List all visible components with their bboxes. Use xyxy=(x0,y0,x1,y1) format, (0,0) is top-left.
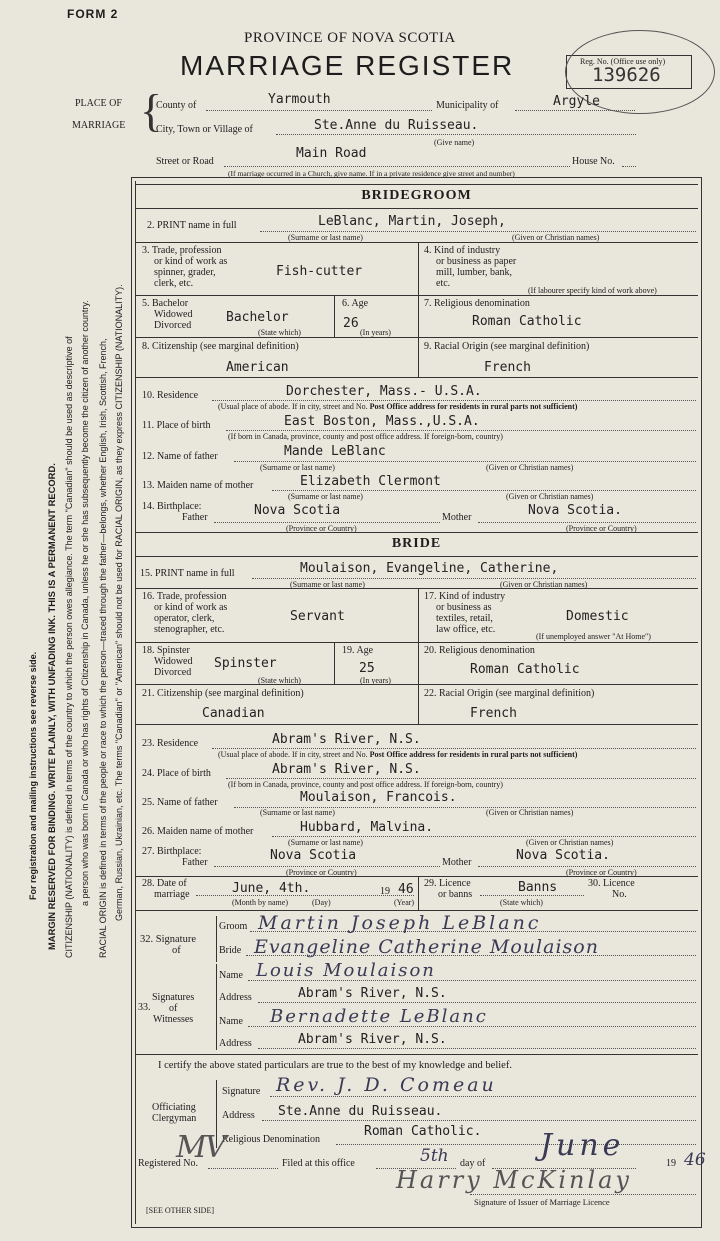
marriage-year-prefix: 19 xyxy=(380,886,390,897)
rule xyxy=(135,377,698,378)
reg-number-label: Reg. No. (Office use only) xyxy=(580,57,666,66)
marriage-date-value: June, 4th. xyxy=(232,881,311,896)
groom-age-label: 6. Age xyxy=(342,298,369,309)
clergy-signature: Rev. J. D. Comeau xyxy=(276,1074,497,1096)
bride-status-note: (State which) xyxy=(258,676,301,685)
rule xyxy=(418,684,419,724)
province-heading: PROVINCE OF NOVA SCOTIA xyxy=(244,30,456,46)
bride-mother-surname-note: (Surname or last name) xyxy=(288,838,363,847)
rule xyxy=(135,208,698,209)
city-note: (Give name) xyxy=(434,138,475,147)
groom-status-note: (State which) xyxy=(258,328,301,337)
street-line xyxy=(224,166,570,167)
municipality-label: Municipality of xyxy=(436,100,499,111)
county-line xyxy=(206,110,432,111)
bride-father-birth-label: Father xyxy=(182,857,208,868)
rule xyxy=(135,556,698,557)
marriage-year-value: 46 xyxy=(398,882,414,897)
rule xyxy=(418,642,419,684)
bride-religion-value: Roman Catholic xyxy=(470,662,580,677)
groom-industry-note: (If labourer specify kind of work above) xyxy=(528,286,657,295)
bride-mother-line xyxy=(272,836,696,837)
groom-signature: Martin Joseph LeBlanc xyxy=(258,912,542,934)
county-value: Yarmouth xyxy=(268,92,331,107)
bride-father-birth-note: (Province or Country) xyxy=(286,868,357,877)
margin-line-2: MARGIN RESERVED FOR BINDING. WRITE PLAINLY, WITH UNFADING INK. THIS IS A PERMANENT RECORD. xyxy=(46,463,57,950)
groom-residence-value: Dorchester, Mass.- U.S.A. xyxy=(286,384,482,399)
page-title: MARRIAGE REGISTER xyxy=(180,50,515,81)
filed-label: Filed at this office xyxy=(282,1158,355,1169)
groom-racial-value: French xyxy=(484,360,531,375)
bride-birthplace-value: Abram's River, N.S. xyxy=(272,762,421,777)
rule xyxy=(216,916,217,962)
street-label: Street or Road xyxy=(156,156,214,167)
bride-mother-value: Hubbard, Malvina. xyxy=(300,820,434,835)
bride-age-value: 25 xyxy=(359,661,375,676)
reg-number-value: 139626 xyxy=(592,64,661,86)
bride-residence-note: (Usual place of abode. If in city, street and No. Post Office address for residents in rural parts not sufficient) xyxy=(218,750,578,759)
groom-citizenship-label: 8. Citizenship (see marginal definition) xyxy=(142,341,299,352)
bride-name-value: Moulaison, Evangeline, Catherine, xyxy=(300,561,559,576)
margin-line-6: German, Russian, Ukrainian, etc. The terms "Canadian" or "American" should not be used for RACIAL ORIGIN, as they express CITIZENSHIP (NATIONALITY). xyxy=(114,284,124,921)
groom-trade-label: 3. Trade, profession or kind of work as spinner, grader, clerk, etc. xyxy=(142,245,228,289)
groom-trade-value: Fish-cutter xyxy=(276,264,363,279)
rule xyxy=(135,532,698,533)
sig-section-label: 32. Signature of xyxy=(140,934,196,956)
groom-mother-line xyxy=(272,490,696,491)
groom-mother-given-note: (Given or Christian names) xyxy=(506,492,594,501)
rule xyxy=(135,184,698,185)
bride-mother-birth-note: (Province or Country) xyxy=(566,868,637,877)
filed-day-value: 5th xyxy=(420,1146,449,1166)
bridegroom-heading: BRIDEGROOM xyxy=(361,188,472,203)
filed-year-value: 46 xyxy=(684,1150,706,1170)
certify-statement: I certify the above stated particulars are true to the best of my knowledge and belief. xyxy=(158,1060,512,1071)
groom-father-birth-label: Father xyxy=(182,512,208,523)
groom-age-note: (In years) xyxy=(360,328,391,337)
clergy-religion-value: Roman Catholic. xyxy=(364,1124,482,1139)
margin-line-5: RACIAL ORIGIN is defined in terms of the people or race to which the person—traced through the father—belongs, whether English, Irish, Scottish, French, xyxy=(98,338,108,958)
groom-name-line xyxy=(260,231,696,232)
city-label: City, Town or Village of xyxy=(156,124,253,135)
bride-father-given-note: (Given or Christian names) xyxy=(486,808,574,817)
witness2-address-line xyxy=(258,1048,696,1049)
witness2-address-label: Address xyxy=(219,1038,252,1049)
form-number: FORM 2 xyxy=(67,7,119,21)
groom-age-value: 26 xyxy=(343,316,359,331)
municipality-value: Argyle xyxy=(553,94,600,109)
licence-number-label: 30. Licence No. xyxy=(588,878,635,900)
groom-birthplace-line xyxy=(226,430,696,431)
registered-label: Registered No. xyxy=(138,1158,198,1169)
bride-age-note: (In years) xyxy=(360,676,391,685)
groom-mother-birth-note: (Province or Country) xyxy=(566,524,637,533)
marriage-day-note: (Day) xyxy=(312,898,331,907)
groom-mother-label: 13. Maiden name of mother xyxy=(142,480,254,491)
rule xyxy=(418,242,419,295)
groom-status-label: 5. Bachelor Widowed Divorced xyxy=(142,298,193,331)
marriage-date-label: 28. Date of marriage xyxy=(142,878,190,900)
rule xyxy=(418,588,419,642)
clergy-address-line xyxy=(262,1120,696,1121)
house-label: House No. xyxy=(572,156,615,167)
city-value: Ste.Anne du Ruisseau. xyxy=(314,118,479,133)
groom-father-birth-line xyxy=(214,522,440,523)
bride-father-label: 25. Name of father xyxy=(142,797,218,808)
rule xyxy=(135,337,698,338)
margin-initials: MV xyxy=(176,1130,225,1165)
groom-sig-label: Groom xyxy=(219,921,248,932)
bride-mother-birth-line xyxy=(478,866,696,867)
street-value: Main Road xyxy=(296,146,367,161)
day-of-label: day of xyxy=(460,1158,486,1169)
bride-racial-label: 22. Racial Origin (see marginal definition) xyxy=(424,688,595,699)
bride-name-label: 15. PRINT name in full xyxy=(140,568,235,579)
groom-racial-label: 9. Racial Origin (see marginal definition) xyxy=(424,341,590,352)
bride-surname-note: (Surname or last name) xyxy=(290,580,365,589)
bride-birthplace-label: 24. Place of birth xyxy=(142,768,211,779)
bride-residence-line xyxy=(212,748,696,749)
bride-father-birth-line xyxy=(214,866,440,867)
issuer-signature: Harry McKinlay xyxy=(396,1166,632,1194)
groom-mother-birth-line xyxy=(478,522,696,523)
bride-birthplace-line xyxy=(226,778,696,779)
bride-industry-value: Domestic xyxy=(566,609,629,624)
groom-industry-label: 4. Kind of industry or business as paper mill, lumber, bank, etc. xyxy=(424,245,517,289)
margin-line-4: a person who was born in Canada or who has rights of Citizenship in Canada, unless he or she has subsequently become the citizen of another country. xyxy=(80,300,90,906)
rule xyxy=(135,1054,698,1055)
groom-birthplace-value: East Boston, Mass.,U.S.A. xyxy=(284,414,480,429)
witness-section-label: Signatures of Witnesses xyxy=(152,992,195,1025)
groom-birthplace-label: 11. Place of birth xyxy=(142,420,211,431)
groom-birthplace-note: (If born in Canada, province, county and post office address. If foreign-born, country) xyxy=(228,432,503,441)
bride-trade-value: Servant xyxy=(290,609,345,624)
witness-number: 33. xyxy=(138,1002,151,1013)
witness1-name-label: Name xyxy=(219,970,243,981)
rule xyxy=(135,876,698,877)
bride-sig-label: Bride xyxy=(219,945,242,956)
bride-religion-label: 20. Religious denomination xyxy=(424,645,535,656)
issuer-line xyxy=(470,1194,696,1195)
groom-citizenship-value: American xyxy=(226,360,289,375)
clergy-label: Officiating Clergyman xyxy=(152,1102,197,1124)
bride-heading: BRIDE xyxy=(391,536,442,551)
place-label-1: PLACE OF xyxy=(75,98,122,109)
bride-industry-label: 17. Kind of industry or business as textiles, retail, law office, etc. xyxy=(424,591,506,635)
issuer-label: Signature of Issuer of Marriage Licence xyxy=(474,1197,610,1207)
groom-parents-birth-label: 14. Birthplace: xyxy=(142,501,202,512)
clergy-address-label: Address xyxy=(222,1110,255,1121)
bride-status-label: 18. Spinster Widowed Divorced xyxy=(142,645,193,678)
place-label-2: MARRIAGE xyxy=(72,120,126,131)
witness2-address-value: Abram's River, N.S. xyxy=(298,1032,447,1047)
groom-father-birth-value: Nova Scotia xyxy=(254,503,341,518)
marriage-year-note: (Year) xyxy=(394,898,415,907)
groom-mother-birth-label: Mother xyxy=(442,512,472,523)
groom-mother-birth-value: Nova Scotia. xyxy=(528,503,622,518)
witness1-address-line xyxy=(258,1002,696,1003)
groom-father-surname-note: (Surname or last name) xyxy=(260,463,335,472)
rule xyxy=(135,910,698,911)
clergy-religion-line xyxy=(336,1144,696,1145)
bride-status-value: Spinster xyxy=(214,656,277,671)
groom-father-line xyxy=(234,461,696,462)
bride-name-line xyxy=(252,578,696,579)
witness1-address-label: Address xyxy=(219,992,252,1003)
bride-racial-value: French xyxy=(470,706,517,721)
rule xyxy=(418,337,419,377)
rule xyxy=(216,964,217,1050)
groom-religion-value: Roman Catholic xyxy=(472,314,582,329)
rule xyxy=(334,642,335,684)
clergy-religion-label: Religious Denomination xyxy=(222,1134,321,1145)
groom-mother-value: Elizabeth Clermont xyxy=(300,474,441,489)
bride-birthplace-note: (If born in Canada, province, county and post office address. If foreign-born, country) xyxy=(228,780,503,789)
witness2-name-label: Name xyxy=(219,1016,243,1027)
house-line xyxy=(622,166,636,167)
rule xyxy=(135,242,698,243)
bride-parents-birth-label: 27. Birthplace: xyxy=(142,846,202,857)
city-line xyxy=(276,134,636,135)
groom-father-label: 12. Name of father xyxy=(142,451,218,462)
clergy-address-value: Ste.Anne du Ruisseau. xyxy=(278,1104,443,1119)
rule xyxy=(334,295,335,337)
rule xyxy=(135,295,698,296)
margin-line-3: CITIZENSHIP (NATIONALITY) is defined in terms of the country to which the person owes allegiance. The term "Canadian" should be used as descriptive of xyxy=(64,336,74,958)
witness2-signature: Bernadette LeBlanc xyxy=(270,1006,488,1027)
groom-religion-label: 7. Religious denomination xyxy=(424,298,530,309)
bride-trade-label: 16. Trade, profession or kind of work as operator, clerk, stenographer, etc. xyxy=(142,591,228,635)
see-other-side: [SEE OTHER SIDE] xyxy=(146,1206,214,1215)
groom-name-label: 2. PRINT name in full xyxy=(147,220,237,231)
bride-citizenship-value: Canadian xyxy=(202,706,265,721)
place-brace-icon: { xyxy=(140,85,163,136)
groom-status-value: Bachelor xyxy=(226,310,289,325)
licence-line xyxy=(480,895,584,896)
groom-mother-surname-note: (Surname or last name) xyxy=(288,492,363,501)
groom-father-value: Mande LeBlanc xyxy=(284,444,386,459)
bride-industry-note: (If unemployed answer "At Home") xyxy=(536,632,651,641)
rule xyxy=(418,295,419,337)
licence-note: (State which) xyxy=(500,898,543,907)
bride-given-note: (Given or Christian names) xyxy=(500,580,588,589)
groom-residence-note: (Usual place of abode. If in city, street and No. Post Office address for residents in rural parts not sufficient) xyxy=(218,402,578,411)
filed-month-value: June xyxy=(540,1128,625,1163)
licence-value: Banns xyxy=(518,880,558,895)
bride-residence-label: 23. Residence xyxy=(142,738,199,749)
registered-line xyxy=(208,1168,278,1169)
groom-given-note: (Given or Christian names) xyxy=(512,233,600,242)
bride-citizenship-label: 21. Citizenship (see marginal definition) xyxy=(142,688,304,699)
rule xyxy=(135,724,698,725)
bride-father-value: Moulaison, Francois. xyxy=(300,790,457,805)
groom-residence-label: 10. Residence xyxy=(142,390,199,401)
groom-father-given-note: (Given or Christian names) xyxy=(486,463,574,472)
clergy-signature-label: Signature xyxy=(222,1086,261,1097)
bride-mother-given-note: (Given or Christian names) xyxy=(526,838,614,847)
street-note: (If marriage occurred in a Church, give name. If in a private residence give street and number) xyxy=(228,169,515,178)
rule xyxy=(135,684,698,685)
clergy-signature-line xyxy=(270,1096,696,1097)
bride-father-surname-note: (Surname or last name) xyxy=(260,808,335,817)
margin-line-1: For registration and mailing instructions see reverse side. xyxy=(28,651,38,900)
bride-residence-value: Abram's River, N.S. xyxy=(272,732,421,747)
bride-mother-label: 26. Maiden name of mother xyxy=(142,826,254,837)
bride-signature: Evangeline Catherine Moulaison xyxy=(254,936,599,958)
groom-surname-note: (Surname or last name) xyxy=(288,233,363,242)
witness1-signature: Louis Moulaison xyxy=(256,960,436,981)
bride-father-birth-value: Nova Scotia xyxy=(270,848,357,863)
municipality-line xyxy=(515,110,635,111)
witness1-address-value: Abram's River, N.S. xyxy=(298,986,447,1001)
bride-mother-birth-value: Nova Scotia. xyxy=(516,848,610,863)
bride-mother-birth-label: Mother xyxy=(442,857,472,868)
marriage-month-note: (Month by name) xyxy=(232,898,288,907)
bride-age-label: 19. Age xyxy=(342,645,374,656)
rule xyxy=(135,588,698,589)
filed-year-prefix: 19 xyxy=(666,1158,676,1169)
rule xyxy=(418,876,419,910)
county-label: County of xyxy=(156,100,197,111)
groom-name-value: LeBlanc, Martin, Joseph, xyxy=(318,214,506,229)
groom-residence-line xyxy=(212,400,696,401)
licence-label: 29. Licence or banns xyxy=(424,878,473,900)
groom-father-birth-note: (Province or Country) xyxy=(286,524,357,533)
rule xyxy=(135,642,698,643)
